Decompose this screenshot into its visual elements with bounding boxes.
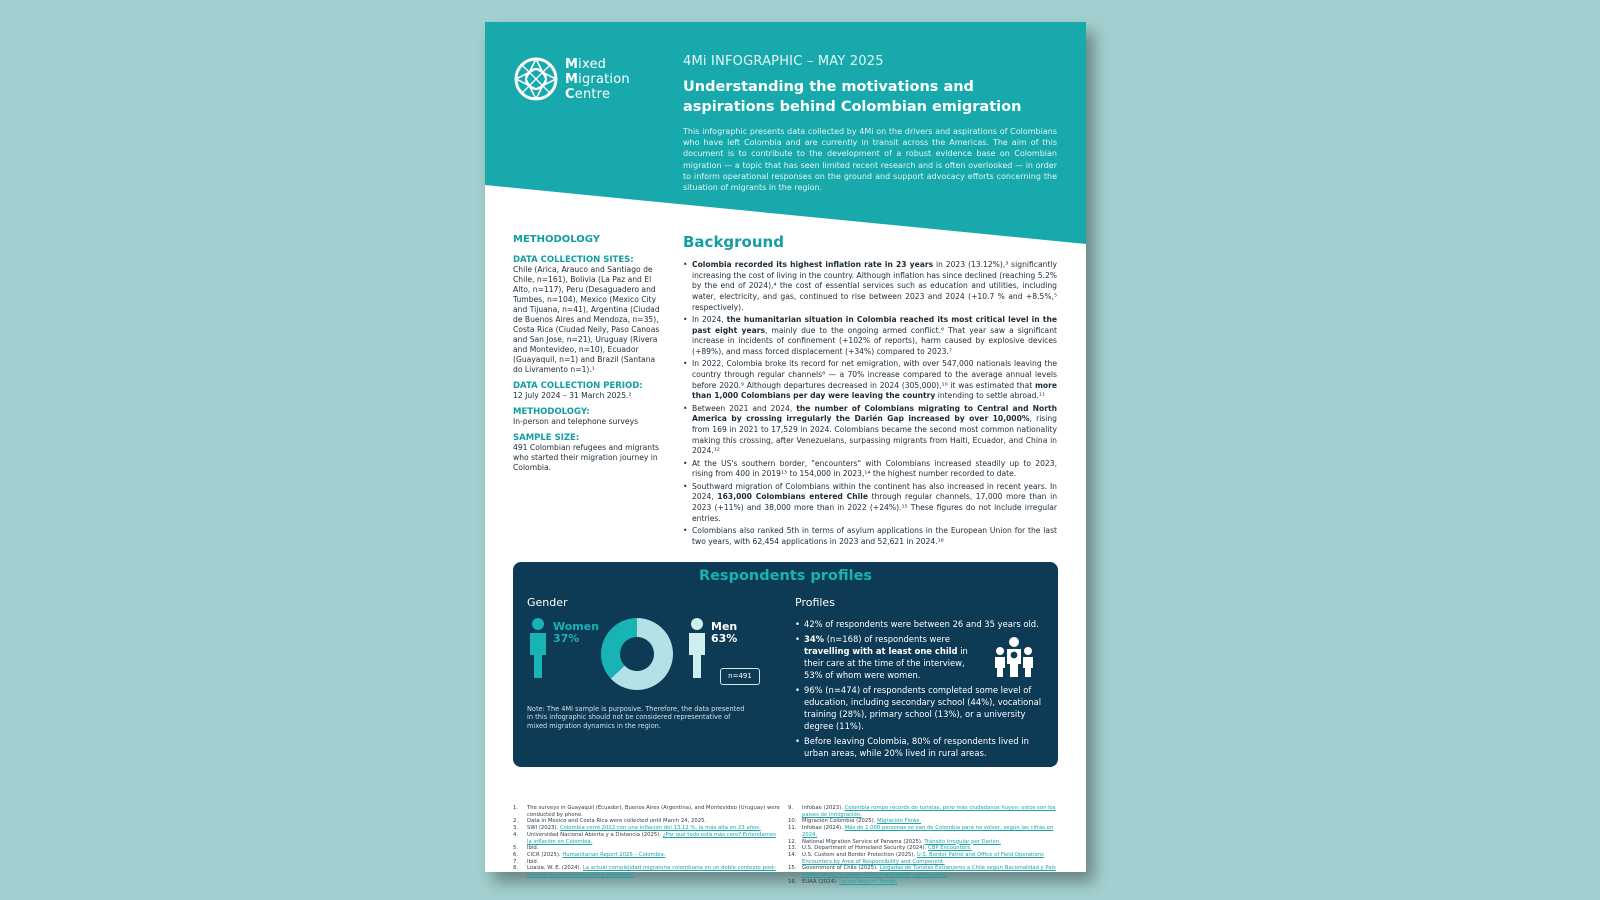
- footnote-link[interactable]: Colombia rompe récords de turistas, pero más ciudadanos huyen: estos son los países de inmigración.: [802, 805, 1056, 818]
- method-text: In-person and telephone surveys: [513, 417, 639, 426]
- profile-item: • 42% of respondents were between 26 and 35 years old.: [795, 618, 1045, 630]
- intro-paragraph: This infographic presents data collected by 4Mi on the drivers and aspirations of Colombians who have left Colombia and are currently in transit across the Americas. The aim of this document is to contribute to the development of a robust evidence base on Colombian migration — a topic that has seen limited recent research and is often overlooked — in order to inform operational responses on the ground and support advocacy efforts concerning the situation of migrants in the region.: [683, 127, 1057, 193]
- mmc-globe-logo-icon: [513, 56, 559, 102]
- background-item: • In 2022, Colombia broke its record for net emigration, with over 547,000 nationals leaving the country through regular channels⁸ — a 70% increase compared to the average annual levels before 2020.⁹ Although departures decreased in 2024 (305,000),¹⁰ it was estimated that more than 1,000 Colombians per day were leaving the country intending to settle abroad.¹¹: [683, 359, 1057, 402]
- method-label: METHODOLOGY:: [513, 407, 590, 417]
- footnote-link[interactable]: Llegadas de Turistas Extranjeros a Chile según Nacionalidad y País Proveniencia, llegadas Entre enero 2008 – enero 2025.: [802, 865, 1056, 879]
- gender-donut-chart: [599, 616, 675, 692]
- footnote: 2. Data in Mexico and Costa Rica were collected until March 24, 2025.: [513, 818, 707, 825]
- footnote: 8. Loaiza, W. E. (2024). La actual complejidad migratoria colombiana en un doble contexto post-acuerdo y post-Covid: retos y aperturas.: [513, 865, 776, 879]
- footnote: 4. Universidad Nacional Abierta y a Distancia (2025). ¿Por qué todo está más caro? Entendamos la inflación en Colombia.: [513, 831, 776, 845]
- gender-heading: Gender: [527, 596, 568, 609]
- profiles-heading: Profiles: [795, 596, 835, 609]
- background-item: • At the US's southern border, "encounters" with Colombians increased steadily up to 2023, rising from 400 in 2019¹³ to 154,000 in 2023,¹⁴ the highest number recorded to date.: [683, 459, 1057, 480]
- profile-item: • 96% (n=474) of respondents completed some level of education, including secondary school (44%), vocational training (28%), primary school (13%), or a university degree (11%).: [795, 684, 1045, 732]
- footnote: 13. U.S. Department of Homeland Security (2024). CBP Encounters.: [788, 845, 972, 852]
- footnote-link[interactable]: Más de 1.000 personas se van de Colombia para no volver, según las cifras en 2024.: [802, 825, 1054, 838]
- footnote-link[interactable]: Colombia cerró 2022 con una inflación del 13,12 %, la más alta en 23 años.: [559, 825, 761, 832]
- methodology-column: [513, 234, 663, 473]
- sample-label: SAMPLE SIZE:: [513, 433, 580, 443]
- footnote: 3. SWI (2023). Colombia cerró 2022 con una inflación del 13,12 %, la más alta en 23 años.: [513, 825, 761, 832]
- footnote: 7. Ibid.: [513, 858, 539, 865]
- footnote-link[interactable]: Humanitarian Report 2025 – Colombia.: [562, 851, 666, 858]
- footnote-link[interactable]: Latest Asylum Trends.: [839, 878, 898, 885]
- infographic-title: Understanding the motivations and aspirations behind Colombian emigration: [683, 79, 1022, 115]
- respondents-profiles-panel: [513, 562, 1058, 767]
- footnote-link[interactable]: U.S. Border Patrol and Office of Field Operations Encounters by Area of Responsibility and Component.: [802, 851, 1044, 865]
- footnotes-left: [513, 805, 781, 879]
- sites-label: DATA COLLECTION SITES:: [513, 255, 634, 265]
- women-label: Women 37%: [553, 620, 600, 645]
- footnote: 5. Ibid.: [513, 845, 539, 852]
- footnote: 1. The surveys in Guayaquil (Ecuador), Buenos Aires (Argentina), and Montevideo (Uruguay) were conducted by phone.: [513, 805, 780, 818]
- background-item: • In 2024, the humanitarian situation in Colombia reached its most critical level in the past eight years, mainly due to the ongoing armed conflict.⁶ That year saw a significant increase in incidents of confinement (+102% of reports), harm caused by explosive devices (+89%), and mass forced displacement (+34%) compared to 2023.⁷: [683, 315, 1057, 358]
- background-item: • Colombia recorded its highest inflation rate in 23 years in 2023 (13.12%),³ significantly increasing the cost of living in the country. Although inflation has since declined (reaching 5.2% by the end of 2024),⁴ the cost of essential services such as education and utilities, including water, electricity, and gas, continued to rise between 2023 and 2024 (+10.7 % and +8.5%,⁵ respectively).: [683, 260, 1057, 314]
- sample-text: 491 Colombian refugees and migrants who started their migration journey in Colombia.: [513, 443, 660, 472]
- mmc-logo: [513, 56, 630, 102]
- sample-note: Note: The 4Mi sample is purposive. Therefore, the data presented in this infographic should not be considered representative of mixed migration dynamics in the region.: [527, 705, 745, 730]
- footnote: 6. CICR (2025). Humanitarian Report 2025 – Colombia.: [513, 851, 666, 858]
- footnote-link[interactable]: Tránsito Irregular por Darién.: [924, 838, 1001, 845]
- footnote: 15. Government of Chile (2025). Llegadas de Turistas Extranjeros a Chile según Nacionalidad y País Proveniencia, llegadas Entre enero 2008 – enero 2025.: [788, 865, 1056, 879]
- background-item: • Southward migration of Colombians within the continent has also increased in recent years. In 2024, 163,000 Colombians entered Chile through regular channels, 17,000 more than in 2023 (+11%) and 38,000 more than in 2022 (+24%).¹⁵ These figures do not include irregular entries.: [683, 482, 1057, 525]
- footnote: 9. Infobae (2023). Colombia rompe récords de turistas, pero más ciudadanos huyen: estos son los países de inmigración.: [788, 805, 1056, 818]
- women-segment: [601, 618, 637, 679]
- methodology-heading: METHODOLOGY: [513, 234, 601, 245]
- footnotes-right: [788, 805, 1056, 885]
- footnote-link[interactable]: CBP Encounters.: [928, 845, 972, 852]
- infographic-eyebrow: 4Mi INFOGRAPHIC – MAY 2025: [683, 54, 884, 69]
- profile-item: • 34% (n=168) of respondents were travelling with at least one child in their care at the time of the interview, 53% of whom were women.: [795, 633, 1045, 681]
- period-text: 12 July 2024 – 31 March 2025.²: [513, 391, 632, 400]
- footnote-link[interactable]: La actual complejidad migratoria colombiana en un doble contexto post-acuerdo y post-Covid: retos y aperturas.: [527, 865, 776, 879]
- background-heading: Background: [683, 233, 784, 251]
- footnote-link[interactable]: ¿Por qué todo está más caro? Entendamos la inflación en Colombia.: [527, 831, 776, 845]
- logo-wordmark: Mixed Migration Centre: [565, 56, 630, 102]
- men-label: Men 63%: [711, 620, 738, 645]
- background-item: • Colombians also ranked 5th in terms of asylum applications in the European Union for the last two years, with 62,454 applications in 2023 and 52,621 in 2024.¹⁶: [683, 526, 1057, 547]
- woman-icon: [527, 617, 549, 679]
- footnote-link[interactable]: Migración Flows.: [877, 818, 922, 825]
- sites-text: Chile (Arica, Arauco and Santiago de Chile, n=161), Bolivia (La Paz and El Alto, n=117), Peru (Desaguadero and Tumbes, n=104), Mexico (Mexico City and Tijuana, n=41), Argentina (Ciudad de Buenos Aires and Mendoza, n=35), Costa Rica (Ciudad Neily, Paso Canoas and San Jose, n=21), Uruguay (Rivera and Montevideo, n=10), Ecuador (Guayaquil, n=1) and Brazil (Santana do Livramento n=1).¹: [513, 265, 660, 374]
- infographic-page: [485, 22, 1086, 885]
- man-icon: [686, 617, 708, 679]
- footnote: 14. U.S. Custom and Border Protection (2025). U.S. Border Patrol and Office of Field Operations Encounters by Area of Responsibility and Component.: [788, 851, 1044, 865]
- profile-item: • Before leaving Colombia, 80% of respondents lived in urban areas, while 20% lived in rural areas.: [795, 735, 1045, 759]
- profiles-title: Respondents profiles: [698, 568, 873, 584]
- period-label: DATA COLLECTION PERIOD:: [513, 381, 643, 391]
- family-icon: [991, 636, 1037, 678]
- footnote: 10. Migración Colombia (2025). Migración Flows.: [788, 818, 922, 825]
- background-list: [683, 260, 1057, 549]
- footnote: 12. National Migration Service of Panama (2025). Tránsito Irregular por Darién.: [788, 838, 1001, 845]
- sample-size-badge: n=491: [720, 668, 760, 685]
- footnote: 11. Infobae (2024). Más de 1.000 personas se van de Colombia para no volver, según las cifras en 2024.: [788, 825, 1054, 838]
- background-item: • Between 2021 and 2024, the number of Colombians migrating to Central and North America by crossing irregularly the Darién Gap increased by over 10,000%, rising from 169 in 2021 to 17,529 in 2024. Colombians became the second most common nationality making this crossing, after Venezuelans, surpassing migrants from Haiti, Ecuador, and China in 2024.¹²: [683, 404, 1057, 458]
- footnote: 16. EUAA (2024). Latest Asylum Trends.: [788, 878, 898, 885]
